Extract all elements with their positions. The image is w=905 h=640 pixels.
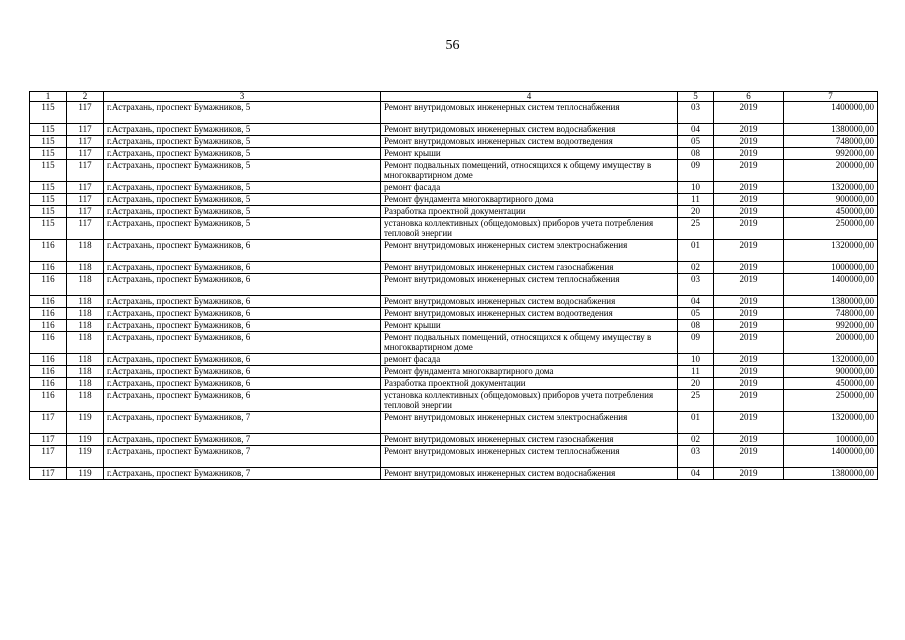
table-cell: 2019: [714, 240, 784, 262]
column-header: 5: [678, 92, 714, 102]
table-row: [30, 194, 878, 206]
table-cell: 992000,00: [784, 320, 878, 332]
table-cell: 115: [30, 218, 67, 240]
table-cell: 02: [678, 262, 714, 274]
table-cell: 1320000,00: [784, 412, 878, 434]
table-cell: г.Астрахань, проспект Бумажников, 6: [104, 296, 381, 308]
table-body: [30, 102, 878, 480]
table-cell: 117: [67, 206, 104, 218]
table-cell: 2019: [714, 148, 784, 160]
table-row: [30, 124, 878, 136]
table-cell: 116: [30, 390, 67, 412]
table-cell: 2019: [714, 434, 784, 446]
table-row: [30, 160, 878, 182]
table-cell: г.Астрахань, проспект Бумажников, 6: [104, 240, 381, 262]
table-cell: 116: [30, 320, 67, 332]
table-cell: 25: [678, 390, 714, 412]
table-cell: г.Астрахань, проспект Бумажников, 6: [104, 274, 381, 296]
table-cell: 2019: [714, 296, 784, 308]
table-cell: 450000,00: [784, 206, 878, 218]
table-cell: г.Астрахань, проспект Бумажников, 7: [104, 412, 381, 434]
table-cell: 115: [30, 102, 67, 124]
table-row: [30, 296, 878, 308]
table-cell: 200000,00: [784, 160, 878, 182]
table-cell: 117: [67, 160, 104, 182]
table-cell: г.Астрахань, проспект Бумажников, 5: [104, 124, 381, 136]
table-cell: 117: [30, 412, 67, 434]
header-row: [30, 92, 878, 102]
table-cell: Ремонт внутридомовых инженерных систем водоснабжения: [381, 468, 678, 480]
table-cell: 2019: [714, 262, 784, 274]
register-table: [29, 91, 878, 480]
table-row: [30, 378, 878, 390]
table-cell: 1320000,00: [784, 240, 878, 262]
table-cell: 2019: [714, 124, 784, 136]
table-cell: 117: [67, 218, 104, 240]
table-cell: 116: [30, 262, 67, 274]
table-cell: Ремонт фундамента многоквартирного дома: [381, 366, 678, 378]
table-cell: Ремонт внутридомовых инженерных систем теплоснабжения: [381, 446, 678, 468]
table-row: [30, 218, 878, 240]
table-cell: 09: [678, 160, 714, 182]
table-cell: 2019: [714, 446, 784, 468]
table-cell: 20: [678, 206, 714, 218]
table-cell: 05: [678, 308, 714, 320]
table-cell: г.Астрахань, проспект Бумажников, 6: [104, 308, 381, 320]
table-cell: Ремонт внутридомовых инженерных систем теплоснабжения: [381, 102, 678, 124]
table-cell: 2019: [714, 194, 784, 206]
table-cell: г.Астрахань, проспект Бумажников, 5: [104, 182, 381, 194]
table-cell: г.Астрахань, проспект Бумажников, 5: [104, 218, 381, 240]
table-cell: 118: [67, 378, 104, 390]
table-cell: г.Астрахань, проспект Бумажников, 6: [104, 366, 381, 378]
table-cell: 1320000,00: [784, 354, 878, 366]
table-cell: 05: [678, 136, 714, 148]
table-cell: Ремонт внутридомовых инженерных систем водоотведения: [381, 308, 678, 320]
table-cell: г.Астрахань, проспект Бумажников, 5: [104, 136, 381, 148]
table-cell: 01: [678, 240, 714, 262]
table-cell: 1380000,00: [784, 296, 878, 308]
table-cell: 01: [678, 412, 714, 434]
table-cell: 116: [30, 378, 67, 390]
table-cell: г.Астрахань, проспект Бумажников, 5: [104, 160, 381, 182]
table-cell: 118: [67, 366, 104, 378]
table-cell: установка коллективных (общедомовых) приборов учета потребления тепловой энергии: [381, 390, 678, 412]
table-row: [30, 332, 878, 354]
table-cell: г.Астрахань, проспект Бумажников, 6: [104, 332, 381, 354]
table-cell: 10: [678, 182, 714, 194]
table-cell: 2019: [714, 206, 784, 218]
table-cell: Ремонт внутридомовых инженерных систем электроснабжения: [381, 412, 678, 434]
table-cell: 450000,00: [784, 378, 878, 390]
table-cell: 118: [67, 320, 104, 332]
table-row: [30, 446, 878, 468]
table-row: [30, 366, 878, 378]
table-cell: г.Астрахань, проспект Бумажников, 7: [104, 446, 381, 468]
table-cell: Ремонт внутридомовых инженерных систем электроснабжения: [381, 240, 678, 262]
table-cell: 117: [67, 148, 104, 160]
table-cell: 117: [67, 194, 104, 206]
table-row: [30, 308, 878, 320]
table-cell: г.Астрахань, проспект Бумажников, 6: [104, 378, 381, 390]
table-cell: 117: [30, 434, 67, 446]
table-cell: 115: [30, 148, 67, 160]
column-header: 1: [30, 92, 67, 102]
table-cell: Ремонт внутридомовых инженерных систем газоснабжения: [381, 434, 678, 446]
table-row: [30, 182, 878, 194]
table-cell: 04: [678, 468, 714, 480]
table-cell: Ремонт фундамента многоквартирного дома: [381, 194, 678, 206]
table-cell: Ремонт подвальных помещений, относящихся к общему имуществу в многоквартирном доме: [381, 332, 678, 354]
table-cell: 119: [67, 468, 104, 480]
table-row: [30, 354, 878, 366]
table-cell: 118: [67, 390, 104, 412]
table-row: [30, 148, 878, 160]
table-cell: 118: [67, 262, 104, 274]
table-cell: Ремонт крыши: [381, 320, 678, 332]
table-cell: 2019: [714, 378, 784, 390]
table-cell: г.Астрахань, проспект Бумажников, 7: [104, 434, 381, 446]
table-cell: 11: [678, 366, 714, 378]
table-cell: 08: [678, 320, 714, 332]
table-cell: 900000,00: [784, 194, 878, 206]
table-cell: 116: [30, 240, 67, 262]
column-header: 6: [714, 92, 784, 102]
column-header: 4: [381, 92, 678, 102]
table-cell: 118: [67, 308, 104, 320]
table-cell: 2019: [714, 274, 784, 296]
table-cell: 02: [678, 434, 714, 446]
table-row: [30, 102, 878, 124]
table-cell: Ремонт внутридомовых инженерных систем водоотведения: [381, 136, 678, 148]
table-cell: 09: [678, 332, 714, 354]
table-cell: 115: [30, 160, 67, 182]
table-cell: Ремонт внутридомовых инженерных систем водоснабжения: [381, 124, 678, 136]
table-cell: г.Астрахань, проспект Бумажников, 6: [104, 390, 381, 412]
table-cell: 20: [678, 378, 714, 390]
table-cell: 118: [67, 332, 104, 354]
table-cell: 900000,00: [784, 366, 878, 378]
table-cell: 2019: [714, 468, 784, 480]
table-cell: 200000,00: [784, 332, 878, 354]
table-cell: 116: [30, 308, 67, 320]
table-cell: г.Астрахань, проспект Бумажников, 5: [104, 148, 381, 160]
table-cell: г.Астрахань, проспект Бумажников, 5: [104, 206, 381, 218]
table-cell: 116: [30, 366, 67, 378]
table-cell: ремонт фасада: [381, 182, 678, 194]
table-cell: г.Астрахань, проспект Бумажников, 6: [104, 262, 381, 274]
table-row: [30, 206, 878, 218]
table-cell: Разработка проектной документации: [381, 206, 678, 218]
table-cell: Ремонт внутридомовых инженерных систем водоснабжения: [381, 296, 678, 308]
table-cell: 250000,00: [784, 218, 878, 240]
table-row: [30, 274, 878, 296]
page-number: 56: [445, 38, 460, 53]
table-cell: 115: [30, 124, 67, 136]
table-cell: 03: [678, 102, 714, 124]
table-cell: Ремонт внутридомовых инженерных систем газоснабжения: [381, 262, 678, 274]
table-row: [30, 320, 878, 332]
table-cell: 119: [67, 412, 104, 434]
table-row: [30, 136, 878, 148]
table-row: [30, 434, 878, 446]
table-cell: 117: [67, 124, 104, 136]
column-header: 7: [784, 92, 878, 102]
table-cell: 2019: [714, 412, 784, 434]
table-row: [30, 262, 878, 274]
table-cell: 2019: [714, 182, 784, 194]
table-cell: 2019: [714, 308, 784, 320]
table-cell: 117: [30, 446, 67, 468]
table-cell: 2019: [714, 354, 784, 366]
table-cell: 1400000,00: [784, 446, 878, 468]
table-row: [30, 390, 878, 412]
table-cell: 748000,00: [784, 136, 878, 148]
table-cell: Ремонт подвальных помещений, относящихся к общему имуществу в многоквартирном доме: [381, 160, 678, 182]
table-cell: 117: [67, 102, 104, 124]
column-header: 2: [67, 92, 104, 102]
table-cell: 117: [30, 468, 67, 480]
table-cell: 117: [67, 136, 104, 148]
table-cell: 100000,00: [784, 434, 878, 446]
table-cell: 04: [678, 124, 714, 136]
table-cell: 1380000,00: [784, 124, 878, 136]
column-header: 3: [104, 92, 381, 102]
table-row: [30, 468, 878, 480]
table-cell: 118: [67, 274, 104, 296]
table-cell: 115: [30, 136, 67, 148]
table-cell: 11: [678, 194, 714, 206]
table-row: [30, 240, 878, 262]
table-cell: 1320000,00: [784, 182, 878, 194]
table-cell: 115: [30, 194, 67, 206]
table-cell: Ремонт внутридомовых инженерных систем теплоснабжения: [381, 274, 678, 296]
table-cell: 2019: [714, 332, 784, 354]
table-cell: 1400000,00: [784, 274, 878, 296]
table-cell: г.Астрахань, проспект Бумажников, 6: [104, 354, 381, 366]
table-cell: 118: [67, 296, 104, 308]
table-cell: г.Астрахань, проспект Бумажников, 5: [104, 102, 381, 124]
table-cell: г.Астрахань, проспект Бумажников, 6: [104, 320, 381, 332]
table-cell: 2019: [714, 218, 784, 240]
table-cell: Ремонт крыши: [381, 148, 678, 160]
table-cell: Разработка проектной документации: [381, 378, 678, 390]
table-cell: г.Астрахань, проспект Бумажников, 5: [104, 194, 381, 206]
table-cell: г.Астрахань, проспект Бумажников, 7: [104, 468, 381, 480]
table-cell: 250000,00: [784, 390, 878, 412]
table-cell: 2019: [714, 366, 784, 378]
table-cell: 2019: [714, 320, 784, 332]
table-cell: 119: [67, 434, 104, 446]
table-cell: 25: [678, 218, 714, 240]
table-cell: 992000,00: [784, 148, 878, 160]
table-cell: 2019: [714, 390, 784, 412]
table-cell: 748000,00: [784, 308, 878, 320]
table-cell: 115: [30, 182, 67, 194]
table-cell: 03: [678, 446, 714, 468]
table-cell: 118: [67, 240, 104, 262]
table-cell: 08: [678, 148, 714, 160]
table-cell: 116: [30, 332, 67, 354]
table-cell: установка коллективных (общедомовых) приборов учета потребления тепловой энергии: [381, 218, 678, 240]
table-cell: 116: [30, 274, 67, 296]
table-row: [30, 412, 878, 434]
table-cell: 1400000,00: [784, 102, 878, 124]
table-cell: 115: [30, 206, 67, 218]
table-cell: ремонт фасада: [381, 354, 678, 366]
table-cell: 03: [678, 274, 714, 296]
table-cell: 1000000,00: [784, 262, 878, 274]
table-cell: 116: [30, 296, 67, 308]
table-cell: 116: [30, 354, 67, 366]
table-cell: 04: [678, 296, 714, 308]
table-cell: 2019: [714, 160, 784, 182]
table-cell: 1380000,00: [784, 468, 878, 480]
table-cell: 2019: [714, 102, 784, 124]
table-cell: 10: [678, 354, 714, 366]
table-cell: 119: [67, 446, 104, 468]
table-cell: 117: [67, 182, 104, 194]
table-cell: 118: [67, 354, 104, 366]
table-cell: 2019: [714, 136, 784, 148]
